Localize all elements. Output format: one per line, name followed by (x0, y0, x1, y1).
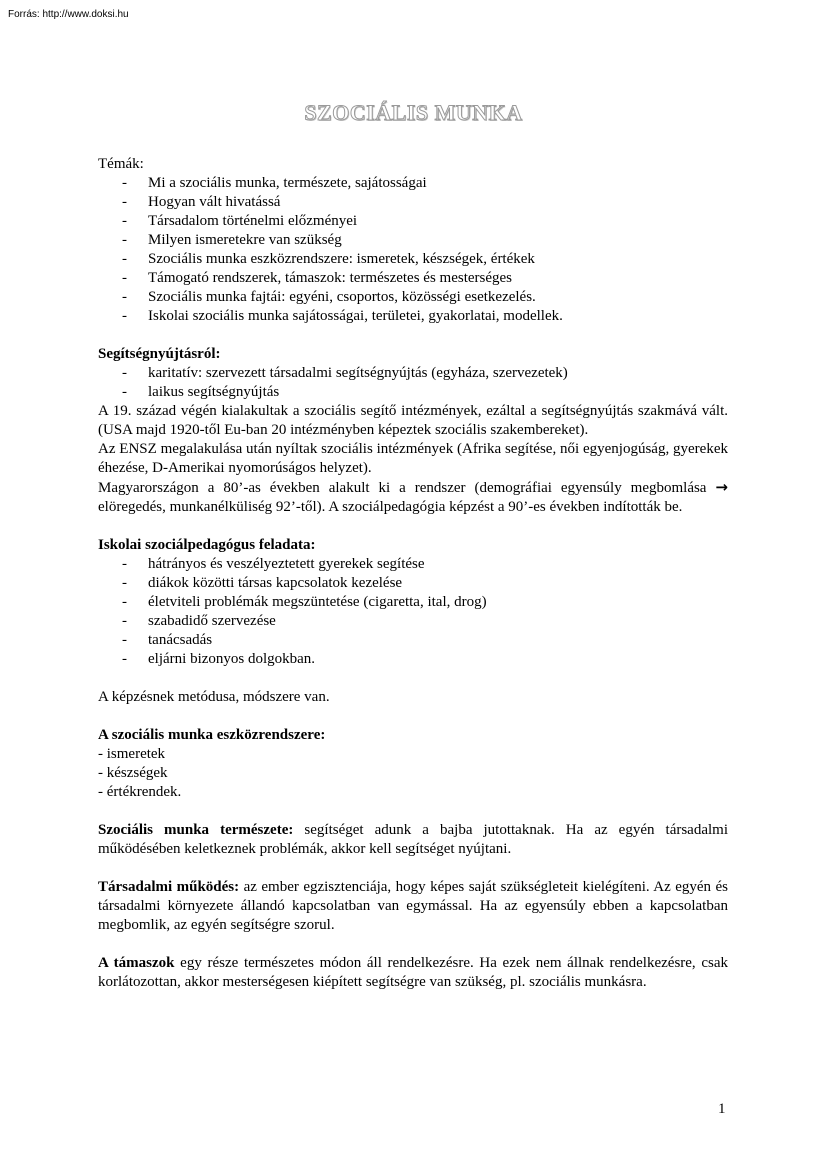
method-paragraph: A képzésnek metódusa, módszere van. (98, 689, 330, 705)
school-list (98, 555, 728, 669)
list-item: - tanácsadás (122, 632, 213, 648)
list-item: - Támogató rendszerek, támaszok: természetes és mesterséges (122, 270, 513, 286)
help-paragraph-1: A 19. század végén kialakultak a szociális segítő intézmények, ezáltal a segítségnyújtás szakmává vált. (USA majd 1920-től Eu-ban 20 intézményben képeztek szociális szakembereket). (98, 403, 728, 438)
list-item: - Mi a szociális munka, természete, sajátosságai (122, 175, 427, 191)
document-body (98, 155, 728, 992)
source-note: Forrás: http://www.doksi.hu (8, 9, 129, 20)
social-paragraph: Társadalmi működés: az ember egzisztenciája, hogy képes saját szükségleteit kielégíteni. Az egyén és társadalmi környezete állandó kapcsolatban van egymással. Ha az egyensúly ebben a kapcsolatban megbomlik, az egyén segítségre szorul. (98, 879, 729, 933)
arrow-icon: → (715, 478, 728, 496)
help-paragraph-2: Az ENSZ megalakulása után nyíltak szociális intézmények (Afrika segítése, női egyenjogúság, gyerekek éhezése, D-Amerikai nyomorúságos helyzet). (98, 441, 728, 476)
topics-list (98, 174, 728, 326)
help-heading: Segítségnyújtásról: (98, 346, 221, 362)
list-item: - ismeretek (98, 746, 166, 762)
school-heading: Iskolai szociálpedagógus feladata: (98, 537, 316, 553)
list-item: - laikus segítségnyújtás (122, 384, 280, 400)
help-list (98, 364, 728, 402)
list-item: - diákok közötti társas kapcsolatok kezelése (122, 575, 403, 591)
list-item: - eljárni bizonyos dolgokban. (122, 651, 316, 667)
list-item: - Szociális munka fajtái: egyéni, csoportos, közösségi esetkezelés. (122, 289, 536, 305)
list-item: - Iskolai szociális munka sajátosságai, területei, gyakorlatai, modellek. (122, 308, 563, 324)
list-item: - készségek (98, 765, 168, 781)
page-number: 1 (718, 1101, 726, 1117)
list-item: - karitatív: szervezett társadalmi segítségnyújtás (egyháza, szervezetek) (122, 365, 568, 381)
tools-heading: A szociális munka eszközrendszere: (98, 727, 326, 743)
list-item: - Hogyan vált hivatássá (122, 194, 281, 210)
nature-paragraph: Szociális munka természete: segítséget adunk a bajba jutottaknak. Ha az egyén társadalmi működésében keletkeznek problémák, akkor kell segítséget nyújtani. (98, 822, 729, 857)
list-item: - szabadidő szervezése (122, 613, 276, 629)
list-item: - értékrendek. (98, 784, 182, 800)
supports-paragraph: A támaszok egy része természetes módon áll rendelkezésre. Ha ezek nem állnak rendelkezésre, csak korlátozottan, akkor mesterségesen kiépített segítségre van szükség, pl. szociális munkásra. (98, 955, 728, 990)
list-item: - Milyen ismeretekre van szükség (122, 232, 342, 248)
list-item: - hátrányos és veszélyeztetett gyerekek segítése (122, 556, 425, 572)
topics-heading: Témák: (98, 156, 144, 172)
list-item: - Társadalom történelmi előzményei (122, 213, 358, 229)
page-title: SZOCIÁLIS MUNKA (304, 100, 523, 125)
list-item: - Szociális munka eszközrendszere: ismeretek, készségek, értékek (122, 251, 535, 267)
list-item: - életviteli problémák megszüntetése (cigaretta, ital, drog) (122, 594, 487, 610)
help-paragraph-3: Magyarországon a 80’-as években alakult ki a rendszer (demográfiai egyensúly megbomlása → elöregedés, munkanélküliség 92’-től). A szociálpedagógia képzést a 90’-es években indították be. (98, 478, 728, 515)
